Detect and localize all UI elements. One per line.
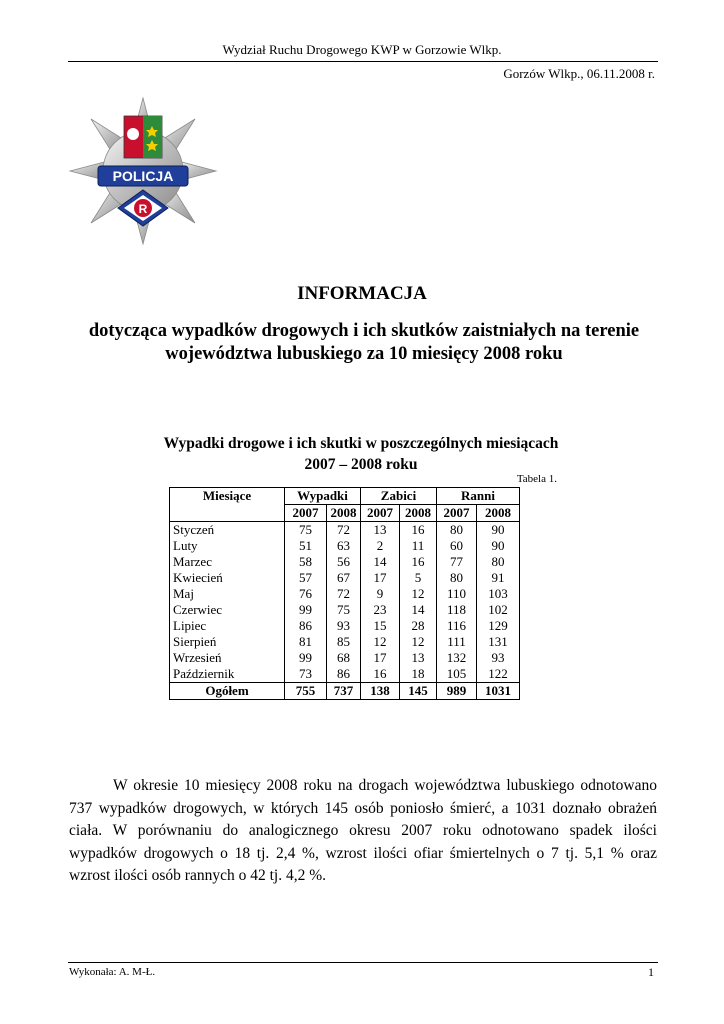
- table-cell-value: 91: [477, 570, 520, 586]
- table-row: [170, 522, 520, 539]
- table-cell-value: 76: [285, 586, 327, 602]
- table-cell-value: 14: [361, 554, 400, 570]
- table-heading: [120, 433, 602, 475]
- table-cell-value: 14: [400, 602, 437, 618]
- table-cell-value: 1031: [477, 683, 520, 700]
- summary-paragraph: W okresie 10 miesięcy 2008 roku na drogach województwa lubuskiego odnotowano 737 wypadków drogowych, w których 145 osób poniosło śmierć, a 1031 doznało obrażeń ciała. W porównaniu do analogicznego okresu 2007 roku odnotowano spadek ilości wypadków drogowych o 18 tj. 2,4 %, wzrost ilości ofiar śmiertelnych o 7 tj. 5,1 % oraz wzrost ilości osób rannych o 42 tj. 4,2 %.: [69, 777, 657, 884]
- table-cell-value: 57: [285, 570, 327, 586]
- table-cell-value: 80: [437, 522, 477, 539]
- table-row: [170, 554, 520, 570]
- col-header-year: 2008: [400, 505, 437, 522]
- table-cell-value: 116: [437, 618, 477, 634]
- table-cell-value: 145: [400, 683, 437, 700]
- table-cell-value: 12: [400, 634, 437, 650]
- table-cell-value: 16: [400, 522, 437, 539]
- table-cell-value: 138: [361, 683, 400, 700]
- table-cell-value: 73: [285, 666, 327, 683]
- table-cell-value: 93: [327, 618, 361, 634]
- table-label: Tabela 1.: [516, 473, 557, 485]
- table-cell-value: 86: [327, 666, 361, 683]
- table-cell-value: 68: [327, 650, 361, 666]
- table-cell-value: 2: [361, 538, 400, 554]
- table-cell-month: Ogółem: [170, 683, 285, 700]
- table-cell-value: 58: [285, 554, 327, 570]
- table-cell-value: 110: [437, 586, 477, 602]
- table-cell-value: 28: [400, 618, 437, 634]
- badge-text: POLICJA: [112, 168, 174, 184]
- header-divider: [68, 61, 658, 62]
- page-number: 1: [648, 965, 654, 979]
- badge-letter: R: [138, 202, 148, 216]
- table-cell-value: 77: [437, 554, 477, 570]
- table-cell-value: 118: [437, 602, 477, 618]
- table-cell-value: 63: [327, 538, 361, 554]
- table-cell-month: Wrzesień: [170, 650, 285, 666]
- table-cell-value: 72: [327, 522, 361, 539]
- table-body: [170, 522, 520, 700]
- table-cell-value: 105: [437, 666, 477, 683]
- table-total-row: [170, 683, 520, 700]
- table-cell-value: 132: [437, 650, 477, 666]
- table-cell-value: 12: [361, 634, 400, 650]
- table-cell-value: 16: [361, 666, 400, 683]
- coat-of-arms: [124, 116, 162, 158]
- table-cell-month: Październik: [170, 666, 285, 683]
- col-header-year: 2007: [437, 505, 477, 522]
- table-cell-value: 5: [400, 570, 437, 586]
- table-cell-value: 72: [327, 586, 361, 602]
- table-cell-value: 13: [361, 522, 400, 539]
- table-cell-value: 99: [285, 650, 327, 666]
- table-cell-month: Maj: [170, 586, 285, 602]
- table-cell-value: 80: [477, 554, 520, 570]
- table-cell-value: 122: [477, 666, 520, 683]
- col-header-group: Zabici: [361, 488, 437, 505]
- table-cell-value: 85: [327, 634, 361, 650]
- table-cell-value: 67: [327, 570, 361, 586]
- table-cell-value: 755: [285, 683, 327, 700]
- footer-divider: [68, 962, 658, 963]
- table-row: [170, 570, 520, 586]
- table-cell-value: 23: [361, 602, 400, 618]
- table-cell-value: 75: [285, 522, 327, 539]
- table-cell-value: 86: [285, 618, 327, 634]
- document-title: INFORMACJA: [297, 283, 427, 304]
- table-cell-month: Marzec: [170, 554, 285, 570]
- table-row: [170, 586, 520, 602]
- table-cell-value: 12: [400, 586, 437, 602]
- table-cell-month: Czerwiec: [170, 602, 285, 618]
- table-cell-value: 51: [285, 538, 327, 554]
- table-heading-line-1: Wypadki drogowe i ich skutki w poszczególnych miesiącach: [163, 435, 559, 452]
- table-cell-value: 99: [285, 602, 327, 618]
- table-cell-value: 17: [361, 570, 400, 586]
- table-row: [170, 650, 520, 666]
- table-row: [170, 618, 520, 634]
- header-organization: Wydział Ruchu Drogowego KWP w Gorzowie Wlkp.: [222, 42, 502, 57]
- table-cell-value: 129: [477, 618, 520, 634]
- table-cell-value: 90: [477, 538, 520, 554]
- table-cell-value: 56: [327, 554, 361, 570]
- col-header-year: 2008: [327, 505, 361, 522]
- table-cell-month: Lipiec: [170, 618, 285, 634]
- table-cell-value: 81: [285, 634, 327, 650]
- col-header-month: Miesiące: [170, 488, 285, 522]
- table-cell-value: 9: [361, 586, 400, 602]
- col-header-year: 2007: [361, 505, 400, 522]
- table-row: [170, 538, 520, 554]
- table-cell-value: 16: [400, 554, 437, 570]
- table-row: [170, 602, 520, 618]
- table-cell-value: 75: [327, 602, 361, 618]
- table-cell-month: Kwiecień: [170, 570, 285, 586]
- col-header-group: Ranni: [437, 488, 520, 505]
- table-row: [170, 634, 520, 650]
- table-cell-value: 18: [400, 666, 437, 683]
- col-header-year: 2007: [285, 505, 327, 522]
- subtitle-line-2: województwa lubuskiego za 10 miesięcy 2008 roku: [165, 344, 563, 364]
- table-cell-value: 737: [327, 683, 361, 700]
- table-cell-value: 60: [437, 538, 477, 554]
- col-header-group: Wypadki: [285, 488, 361, 505]
- table-cell-value: 17: [361, 650, 400, 666]
- table-cell-value: 131: [477, 634, 520, 650]
- police-badge-logo: [68, 96, 218, 246]
- table-cell-month: Styczeń: [170, 522, 285, 539]
- table-cell-value: 93: [477, 650, 520, 666]
- subtitle-line-1: dotycząca wypadków drogowych i ich skutków zaistniałych na terenie: [88, 321, 640, 341]
- table-cell-value: 90: [477, 522, 520, 539]
- table-cell-value: 989: [437, 683, 477, 700]
- table-cell-value: 102: [477, 602, 520, 618]
- footer-author: Wykonała: A. M-Ł.: [69, 966, 156, 978]
- table-heading-line-2: 2007 – 2008 roku: [304, 456, 418, 473]
- table-cell-value: 103: [477, 586, 520, 602]
- table-cell-value: 111: [437, 634, 477, 650]
- table-row: [170, 666, 520, 683]
- accidents-table: [169, 487, 520, 700]
- header-place-date: Gorzów Wlkp., 06.11.2008 r.: [503, 66, 655, 81]
- table-cell-value: 11: [400, 538, 437, 554]
- col-header-year: 2008: [477, 505, 520, 522]
- table-cell-value: 15: [361, 618, 400, 634]
- table-cell-month: Luty: [170, 538, 285, 554]
- table-cell-value: 80: [437, 570, 477, 586]
- table-cell-month: Sierpień: [170, 634, 285, 650]
- document-subtitle: [70, 320, 658, 366]
- table-cell-value: 13: [400, 650, 437, 666]
